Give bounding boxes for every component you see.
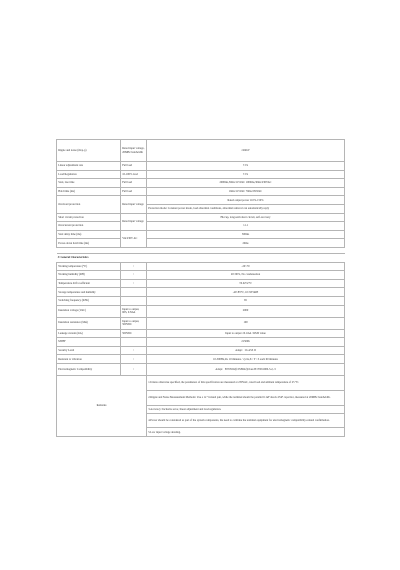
spec-row-switching [57, 296, 345, 305]
overload-value-1: Rated output power 110%-150% [147, 196, 345, 205]
spec-row-start-rise [57, 179, 345, 188]
insulation-v-condition: Input to output, 60S, 0.5mA [121, 305, 147, 317]
remark-4: 4.Power should be considered as part of the system components, the need to combine the terminal equipment for electromagnetic compatibility-related confirmation. [147, 414, 345, 428]
overcurrent-value: ≥1.1 [147, 222, 345, 231]
switching-label: Switching frequency (KHz) [57, 296, 121, 305]
remark-3: 3.Accuracy: Inclusive error, linear adjustment and load regulation. [147, 405, 345, 414]
mtbf-value: 21500h [147, 338, 345, 347]
spec-row-vibration [57, 355, 345, 364]
overload-value-2: Protection mode: Constant power mode, load abnormal conditions, abnormal removal can automatically reply [147, 204, 345, 213]
short-circuit-label: Short circuit protection [57, 213, 121, 222]
spec-row-mtbf [57, 338, 345, 347]
power-down-label: Power-down hold time (ms) [57, 239, 121, 248]
insulation-r-value: 100 [147, 317, 345, 329]
spec-row-working-hum [57, 271, 345, 280]
temp-drift-label: Temperature drift coefficient [57, 279, 121, 288]
spec-row-working-temp [57, 262, 345, 271]
ripple-label: Ripple and noise (mvp-p) [57, 140, 121, 162]
remarks-label: Remarks [57, 375, 147, 436]
spec-row-hold-time [57, 187, 345, 196]
insulation-r-condition: Input to output, 500VDC [121, 317, 147, 329]
leakage-value: Input to output ≤0.1mA / RMS value [147, 329, 345, 338]
storage-value: -40~85℃, 10~95%RH [147, 288, 345, 297]
ripple-value: ≤20mV [147, 140, 345, 162]
start-rise-label: Start, rise time [57, 179, 121, 188]
security-label: Security Level [57, 346, 121, 355]
hold-time-condition: Full load [121, 187, 147, 196]
spec-row-leakage [57, 329, 345, 338]
security-condition: / [121, 346, 147, 355]
overcurrent-label: Overcurrent protection [57, 222, 121, 231]
start-rise-condition: Full load [121, 179, 147, 188]
working-temp-label: Working temperature (℃) [57, 262, 121, 271]
mtbf-label: MTBF [57, 338, 121, 347]
vibration-label: Resistant to vibration [57, 355, 121, 364]
load-reg-condition: 10-100% load [121, 170, 147, 179]
load-reg-label: Load Regulation [57, 170, 121, 179]
working-hum-value: 20~90%, No condensation [147, 271, 345, 280]
overcurrent-condition: Rated input voltage [121, 213, 147, 230]
start-delay-label: Start delay time (ms) [57, 230, 121, 239]
linear-adj-value: ±1% [147, 162, 345, 171]
remark-1: 1.Unless otherwise specified, the parameters of this specification are measured at 230VAC, rated load and ambient temperature of 25 ℃. [147, 375, 345, 390]
temp-drift-condition: / [121, 279, 147, 288]
spec-row-storage [57, 288, 345, 297]
temp-drift-value: ±0.02%/℃ [147, 279, 345, 288]
spec-row-insulation-r [57, 317, 345, 329]
section-row [57, 253, 345, 262]
working-temp-value: -20~70 [147, 262, 345, 271]
spec-row-insulation-v [57, 305, 345, 317]
hold-time-value: 16ms/115VAC 70ms/230VAC [147, 187, 345, 196]
insulation-v-value: 2000 [147, 305, 345, 317]
spec-row-power-down [57, 239, 345, 248]
spec-row-overcurrent [57, 222, 345, 231]
remark-5: 5.Low input voltage derating. [147, 428, 345, 437]
vibration-condition: / [121, 355, 147, 364]
overload-label: Overload protection [57, 196, 121, 213]
leakage-label: Leakage current (mA) [57, 329, 121, 338]
switching-value: 65 [147, 296, 345, 305]
emc-condition: / [121, 363, 147, 375]
leakage-condition: 500VDC [121, 329, 147, 338]
emc-value: Adapt：EN55022(CISPR22)Class B/ EN61000-3-2,-3 [147, 363, 345, 375]
remarks-row-1 [57, 375, 345, 390]
hold-time-label: Hold time (ms) [57, 187, 121, 196]
security-value: Adapt：CLASS II [147, 346, 345, 355]
spec-row-linear-adj [57, 162, 345, 171]
linear-adj-condition: Full load [121, 162, 147, 171]
overload-condition: Rated input voltage [121, 196, 147, 213]
remark-2: 2.Ripple and Noise Measurement Methods: Use a 12 "twisted pair, while the terminal should be parallel 0.1uF shock 47uF capacitor, measured at 20MHz bandwidth. [147, 390, 345, 405]
insulation-r-label: Insulation resistance (MΩ) [57, 317, 121, 329]
spec-table [56, 139, 345, 437]
start-delay-value: 300ms [147, 230, 345, 239]
power-down-value: 20ms [147, 239, 345, 248]
start-delay-condition: Vin:230V AC [121, 230, 147, 247]
working-hum-label: Working humidity (RH) [57, 271, 121, 280]
ripple-condition: Rated input voltage, 20MHz bandwidth [121, 140, 147, 162]
spec-row-ripple [57, 140, 345, 162]
spec-row-load-reg [57, 170, 345, 179]
storage-label: Storage temperature and humidity [57, 288, 121, 297]
spec-row-temp-drift [57, 279, 345, 288]
working-temp-condition: / [121, 262, 147, 271]
spec-row-start-delay [57, 230, 345, 239]
working-hum-condition: / [121, 271, 147, 280]
spec-row-emc [57, 363, 345, 375]
spec-row-security [57, 346, 345, 355]
emc-label: Electromagnetic Compatibility [57, 363, 121, 375]
linear-adj-label: Linear adjustment rate [57, 162, 121, 171]
spec-row-overload-1 [57, 196, 345, 205]
load-reg-value: ±1% [147, 170, 345, 179]
section-title: 3\ General Characteristics [57, 253, 345, 262]
insulation-v-label: Insulation voltage (VAC) [57, 305, 121, 317]
spec-row-short-circuit [57, 213, 345, 222]
vibration-value: 10-500Hz,2G 10 minutes / cycle,X / Y / Z each 60 minutes [147, 355, 345, 364]
start-rise-value: 2000ms,30ms/115VAC 1000ms,30ms/230VAC [147, 179, 345, 188]
short-circuit-value: Hiccup, long-term short circuit, self-recovery [147, 213, 345, 222]
